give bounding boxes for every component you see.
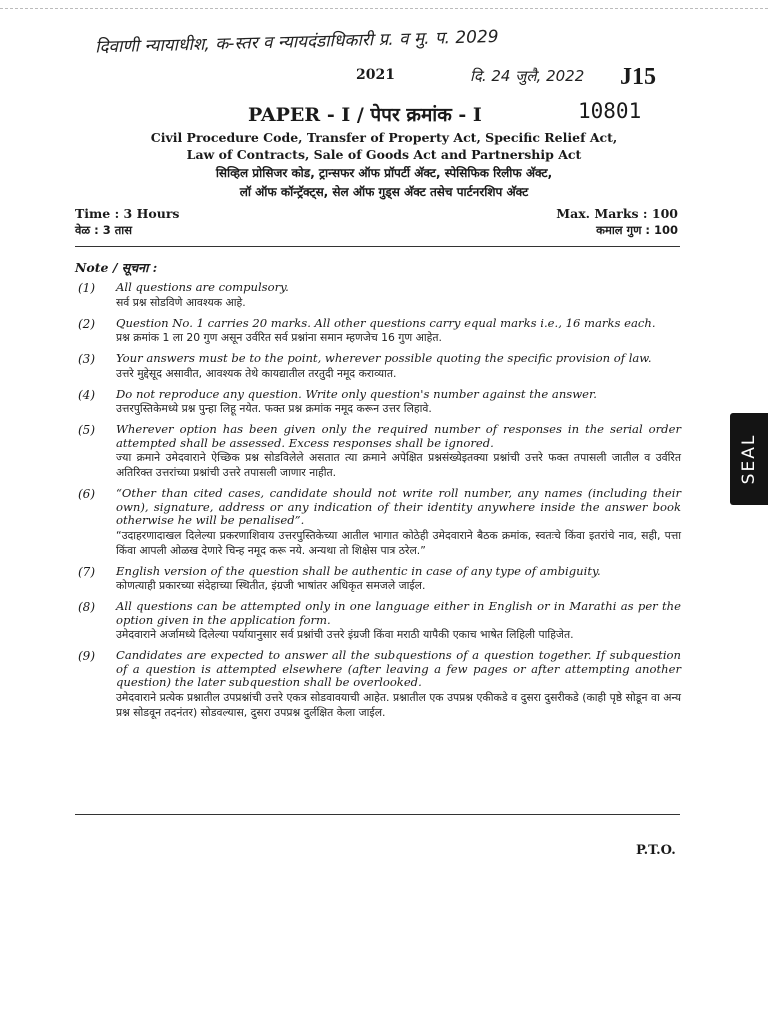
subject-line-2: Law of Contracts, Sale of Goods Act and Partnership Act (186, 147, 582, 162)
divider-bottom (75, 814, 680, 815)
exam-year: 2021 (356, 67, 395, 83)
instruction-item (75, 388, 681, 417)
instruction-number: (6) (78, 487, 95, 501)
please-turn-over: P.T.O. (636, 843, 676, 858)
instruction-marathi: उमेदवाराने प्रत्येक प्रश्नातील उपप्रश्नांची उत्तरे एकत्र सोडवावयाची आहेत. प्रश्नातील एक उपप्रश्न एकीकडे व दुसरा दुसरीकडे (काही पृष्ठे सोडून वा अन्य प्रश्न सोडवून तदनंतर) सोडवल्यास, दुसरा उपप्रश्न दुर्लक्षित केला जाईल. (116, 690, 681, 719)
seal-tab (730, 413, 768, 505)
instruction-english: “Other than cited cases, candidate should not write roll number, any names (including their own), signature, address or any indication of their identity anywhere inside the answer book otherwise he will be penalised”. (116, 486, 681, 527)
instructions-list (75, 281, 681, 727)
instruction-marathi: उत्तरे मुद्देसूद असावीत, आवश्यक तेथे कायद्यातील तरतुदी नमूद कराव्यात. (116, 366, 397, 380)
paper-number: 10801 (578, 99, 642, 123)
instruction-number: (4) (78, 387, 95, 402)
max-marks-english: Max. Marks : 100 (556, 206, 678, 221)
time-english: Time : 3 Hours (75, 206, 180, 221)
instruction-english: Your answers must be to the point, wherever possible quoting the specific provision of law. (116, 351, 652, 365)
instruction-marathi: “उदाहरणादाखल दिलेल्या प्रकरणाशिवाय उत्तरपुस्तिकेच्या आतील भागात कोठेही उमेदवाराने बैठक क्रमांक, स्वतःचे किंवा इतरांचे नाव, सही, पत्ता किंवा आपली ओळख देणारे चिन्ह नमूद करू नये. अन्यथा तो शिक्षेस पात्र ठरेल.” (116, 528, 681, 557)
instruction-item (75, 600, 681, 642)
instruction-english: Candidates are expected to answer all the subquestions of a question together. If subquestion of a question is attempted elsewhere (after leaving a few pages or after attempting another question) the later subquestion shall be overlooked. (116, 648, 681, 689)
instruction-item (75, 649, 681, 720)
top-edge-line (0, 8, 768, 9)
paper-code: J15 (620, 64, 656, 90)
max-marks-marathi: कमाल गुण : 100 (596, 223, 678, 237)
instruction-english: English version of the question shall be authentic in case of any type of ambiguity. (116, 563, 601, 578)
instruction-marathi: उत्तरपुस्तिकेमध्ये प्रश्न पुन्हा लिहू नयेत. फक्त प्रश्न क्रमांक नमूद करून उत्तर लिहावे. (116, 402, 432, 415)
instruction-number: (7) (78, 564, 95, 579)
subject-line-4: लॉ ऑफ कॉन्ट्रॅक्ट्स, सेल ऑफ गुड्स अ‍ॅक्ट तसेच पार्टनरशिप अ‍ॅक्ट (239, 185, 529, 199)
subject-line-3: सिव्हिल प्रोसिजर कोड, ट्रान्सफर ऑफ प्रॉपर्टी अ‍ॅक्ट, स्पेसिफिक रिलीफ अ‍ॅक्ट, (215, 166, 553, 180)
instruction-item (75, 317, 681, 346)
instruction-number: (2) (78, 316, 95, 331)
handwritten-note: दिवाणी न्यायाधीश, क-स्तर व न्यायदंडाधिकारी प्र. व मु. प. 2029 (94, 26, 499, 58)
seal-label: SEAL (739, 433, 759, 485)
note-heading: Note / सूचना : (75, 260, 158, 275)
paper-title: PAPER - I / पेपर क्रमांक - I (248, 104, 482, 126)
instruction-english: Wherever option has been given only the required number of responses in the serial order attempted shall be assessed. Excess responses shall be ignored. (116, 422, 681, 450)
instruction-english: Question No. 1 carries 20 marks. All other questions carry equal marks i.e., 16 marks each. (116, 315, 656, 330)
instruction-number: (3) (78, 352, 95, 366)
divider-top (75, 246, 680, 247)
instruction-marathi: ज्या क्रमाने उमेदवाराने ऐच्छिक प्रश्न सोडविलेले असतात त्या क्रमाने अपेक्षित प्रश्नसंख्येइतक्या प्रश्नांची उत्तरे फक्त तपासली जातील व उर्वरित अतिरिक्त उत्तरांच्या प्रश्नांची उत्तरे तपासली जाणार नाहीत. (116, 451, 681, 479)
time-marathi: वेळ : 3 तास (75, 223, 133, 237)
instruction-marathi: प्रश्न क्रमांक 1 ला 20 गुण असून उर्वरित सर्व प्रश्नांना समान म्हणजेच 16 गुण आहेत. (116, 331, 442, 344)
instruction-marathi: उमेदवाराने अर्जामध्ये दिलेल्या पर्यायानुसार सर्व प्रश्नांची उत्तरे इंग्रजी किंवा मराठी यापैकी एकाच भाषेत लिहिली पाहिजेत. (116, 628, 574, 641)
instruction-english: All questions can be attempted only in one language either in English or in Marathi as per the option given in the application form. (116, 599, 681, 627)
instruction-marathi: कोणत्याही प्रकारच्या संदेहाच्या स्थितीत, इंग्रजी भाषांतर अधिकृत समजले जाईल. (116, 579, 426, 592)
instruction-marathi: सर्व प्रश्न सोडविणे आवश्यक आहे. (116, 295, 246, 309)
handwritten-date: दि. 24 जुलै, 2022 (470, 67, 585, 85)
instruction-item (75, 281, 681, 310)
instruction-item (75, 565, 681, 594)
instruction-number: (9) (78, 649, 95, 663)
instruction-number: (1) (78, 281, 95, 295)
instruction-number: (8) (78, 600, 95, 614)
subject-line-1: Civil Procedure Code, Transfer of Property Act, Specific Relief Act, (150, 130, 618, 145)
instruction-english: Do not reproduce any question. Write only question's number against the answer. (116, 386, 597, 401)
instruction-item (75, 487, 681, 558)
instruction-number: (5) (78, 423, 95, 437)
instruction-english: All questions are compulsory. (116, 280, 289, 294)
instruction-item (75, 423, 681, 480)
instruction-item (75, 352, 681, 381)
